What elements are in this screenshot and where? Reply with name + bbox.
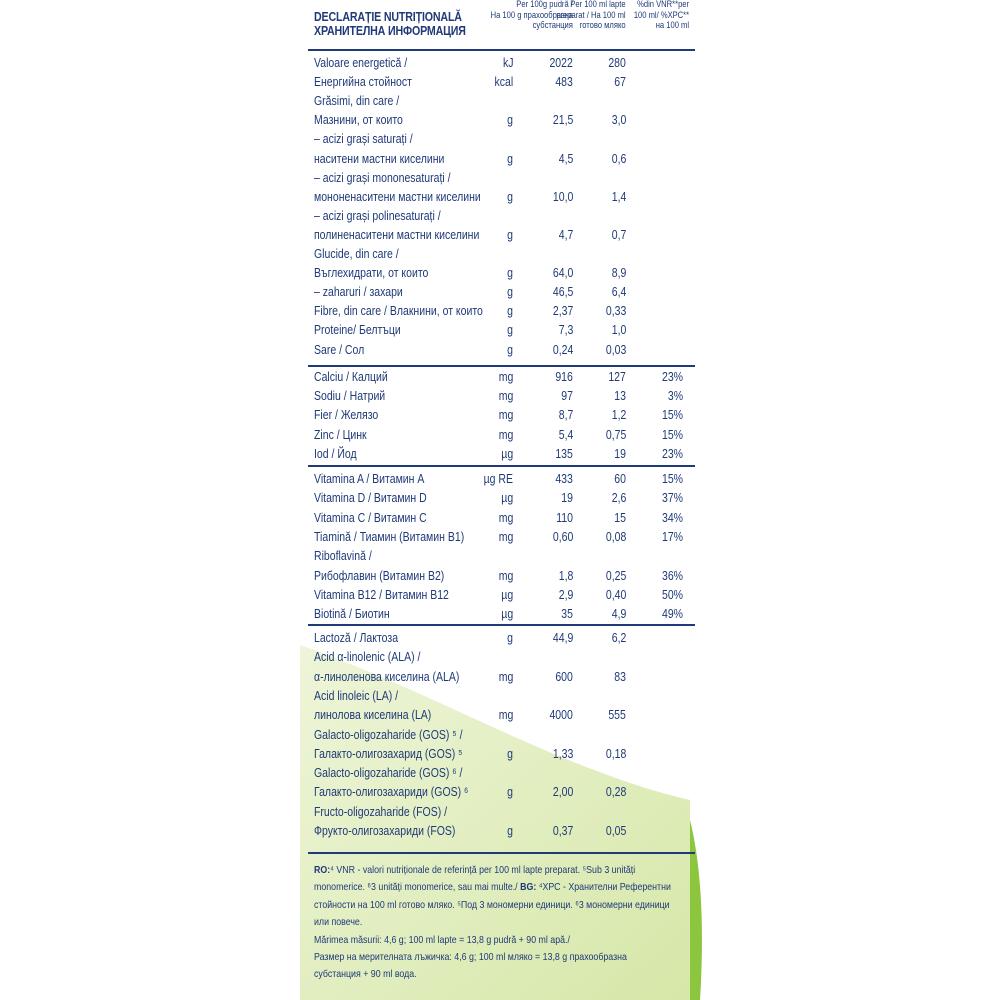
value-per-100g: 433	[555, 472, 573, 486]
value-per-100ml: 13	[614, 389, 626, 404]
row-label: Acid linoleic (LA) /	[314, 688, 399, 703]
row-unit: kJ	[502, 56, 513, 70]
row-label: Calciu / Калций	[314, 370, 388, 384]
footnotes	[314, 862, 684, 984]
value-per-100g: 2,37	[552, 304, 573, 319]
value-per-100g: 1,8	[558, 568, 573, 583]
row-label: Riboflavină /	[314, 549, 372, 564]
value-per-100g: 97	[561, 389, 573, 404]
value-vnr-percent: 15%	[661, 472, 683, 486]
row-label: Фрукто-олигозахариди (FOS)	[314, 824, 456, 838]
value-per-100ml: 0,18	[605, 746, 626, 761]
value-per-100ml: 0,40	[605, 587, 626, 602]
row-label: Biotină / Биотин	[314, 607, 390, 622]
table-row	[308, 426, 695, 445]
value-per-100ml: 4,9	[611, 607, 626, 622]
value-vnr-percent: 23%	[661, 446, 683, 461]
row-unit: µg	[501, 587, 513, 602]
row-unit: mg	[498, 529, 513, 544]
footnote-divider	[308, 852, 695, 854]
row-label: Glucide, din care /	[314, 247, 399, 261]
row-label: – acizi grași saturați /	[314, 132, 413, 147]
footnote-line: monomerice. ⁶3 unități monomerice, sau mai multe./ BG: ⁴ХРС - Хранителни Референтни	[314, 881, 671, 894]
row-unit: mg	[498, 510, 513, 525]
row-unit: g	[507, 113, 513, 128]
value-vnr-percent: 17%	[661, 529, 683, 544]
footnote-line: или повече.	[314, 916, 363, 929]
value-per-100ml: 1,4	[611, 189, 626, 204]
table-row	[308, 169, 695, 188]
table-row	[308, 445, 695, 464]
row-label: Grăsimi, din care /	[314, 94, 400, 109]
table-header	[308, 0, 695, 48]
value-per-100ml: 1,0	[611, 323, 626, 338]
value-per-100g: 600	[555, 669, 573, 684]
row-label: Sodiu / Натрий	[314, 389, 386, 404]
row-label: Fier / Желязо	[314, 408, 379, 423]
table-row	[308, 629, 695, 648]
value-per-100ml: 0,25	[605, 568, 626, 583]
value-per-100ml: 0,75	[605, 427, 626, 442]
row-unit: g	[507, 342, 513, 357]
value-per-100ml: 0,05	[605, 824, 626, 838]
row-label: Sare / Сол	[314, 342, 365, 357]
header-divider	[308, 49, 695, 51]
table-row	[308, 470, 695, 489]
value-per-100g: 4000	[549, 708, 573, 723]
table-row	[308, 226, 695, 245]
row-unit: µg	[501, 446, 513, 461]
value-per-100ml: 8,9	[611, 266, 626, 281]
value-per-100g: 8,7	[558, 408, 573, 423]
value-per-100g: 35	[561, 607, 573, 622]
table-row	[308, 368, 695, 387]
row-label: Рибофлавин (Витамин B2)	[314, 568, 445, 583]
footnote-line: субстанция + 90 ml вода.	[314, 968, 417, 981]
row-label: – acizi grași polinesaturați /	[314, 208, 441, 223]
row-label: α-линоленова киселина (ALA)	[314, 669, 460, 684]
row-unit: µg RE	[483, 472, 513, 486]
table-row	[308, 92, 695, 111]
table-row	[308, 245, 695, 264]
section-divider-other	[308, 624, 695, 626]
table-row	[308, 745, 695, 764]
table-row	[308, 668, 695, 687]
row-label: Fructo-oligozaharide (FOS) /	[314, 804, 448, 819]
table-row	[308, 783, 695, 802]
row-label: Tiamină / Тиамин (Витамин B1)	[314, 529, 465, 544]
table-row	[308, 321, 695, 340]
value-per-100ml: 555	[608, 708, 626, 723]
table-row	[308, 302, 695, 321]
value-per-100ml: 0,03	[605, 342, 626, 357]
row-label: мононенаситени мастни киселини	[314, 189, 481, 204]
value-per-100g: 916	[555, 370, 573, 384]
value-per-100g: 0,24	[552, 342, 573, 357]
value-per-100g: 2,00	[552, 785, 573, 800]
table-row	[308, 687, 695, 706]
value-vnr-percent: 36%	[661, 568, 683, 583]
row-unit: mg	[498, 408, 513, 423]
value-per-100ml: 67	[614, 75, 626, 90]
table-row	[308, 528, 695, 547]
row-unit: g	[507, 824, 513, 838]
value-vnr-percent: 15%	[661, 427, 683, 442]
row-unit: g	[507, 746, 513, 761]
value-vnr-percent: 50%	[661, 587, 683, 602]
value-per-100g: 21,5	[552, 113, 573, 128]
value-per-100g: 110	[556, 510, 573, 525]
value-per-100ml: 0,28	[605, 785, 626, 800]
table-row	[308, 387, 695, 406]
row-label: Vitamina A / Витамин A	[314, 472, 425, 486]
row-unit: µg	[501, 607, 513, 622]
row-label: Енергийна стойност	[314, 75, 412, 90]
value-per-100ml: 1,2	[611, 408, 626, 423]
value-per-100g: 7,3	[558, 323, 573, 338]
title-ro: DECLARAȚIE NUTRIȚIONALĂ	[314, 9, 462, 24]
row-unit: g	[507, 631, 513, 645]
row-label: Valoare energetică /	[314, 56, 408, 70]
row-label: Zinc / Цинк	[314, 427, 367, 442]
table-row	[308, 207, 695, 226]
table-row	[308, 489, 695, 508]
footnote-line: RO:⁴ VNR - valori nutriționale de referință per 100 ml lapte preparat. ⁵Sub 3 unități	[314, 864, 636, 876]
value-per-100g: 4,5	[558, 151, 573, 166]
value-per-100ml: 0,08	[605, 529, 626, 544]
row-label: Galacto-oligozaharide (GOS) ⁶ /	[314, 766, 463, 781]
row-label: Мазнини, от които	[314, 113, 403, 128]
value-per-100g: 19	[561, 491, 573, 506]
value-per-100g: 2,9	[558, 587, 573, 602]
table-row	[308, 803, 695, 822]
value-vnr-percent: 49%	[661, 607, 683, 622]
table-row	[308, 764, 695, 783]
section-divider-vitamins	[308, 465, 695, 467]
value-per-100g: 46,5	[552, 285, 573, 300]
value-per-100ml: 6,2	[611, 631, 626, 645]
footnote-line: Размер на мерителната лъжичка: 4,6 g; 100 ml мляко = 13,8 g прахообразна	[314, 951, 627, 964]
value-per-100ml: 127	[608, 370, 626, 384]
row-label: линолова киселина (LA)	[314, 708, 432, 723]
value-per-100g: 4,7	[558, 227, 573, 242]
value-per-100g: 0,60	[552, 529, 573, 544]
table-row	[308, 648, 695, 667]
row-label: Proteine/ Белтъци	[314, 323, 401, 338]
table-row	[308, 706, 695, 725]
row-unit: g	[507, 227, 513, 242]
value-per-100ml: 60	[614, 472, 626, 486]
value-vnr-percent: 15%	[661, 408, 683, 423]
row-label: – acizi grași mononesaturați /	[314, 170, 451, 185]
table-row	[308, 73, 695, 92]
value-per-100ml: 280	[608, 56, 626, 70]
value-per-100g: 2022	[549, 56, 573, 70]
value-per-100g: 44,9	[552, 631, 573, 645]
value-per-100g: 64,0	[552, 266, 573, 281]
table-row	[308, 54, 695, 73]
nutrition-table-panel	[308, 0, 695, 1000]
row-unit: mg	[498, 427, 513, 442]
table-row	[308, 567, 695, 586]
row-label: – zaharuri / захари	[314, 285, 403, 300]
footnote-line: стойности на 100 ml готово мляко. ⁵Под 3 мономерни единици. ⁶3 мономерни единици	[314, 898, 670, 911]
table-title	[314, 10, 466, 38]
column-header-per-100ml: Per 100 ml lapte preparat / На 100 ml готово мляко	[556, 0, 626, 31]
column-header-per-100g: Per 100g pudră / На 100 g прахообразна субстанция	[490, 0, 573, 31]
row-label: Галакто-олигозахарид (GOS) ⁵	[314, 746, 463, 761]
row-unit: kcal	[494, 75, 513, 90]
row-label: Lactoză / Лактоза	[314, 631, 399, 645]
value-per-100ml: 2,6	[611, 491, 626, 506]
table-row	[308, 150, 695, 169]
value-per-100g: 10,0	[552, 189, 573, 204]
row-label: Acid α-linolenic (ALA) /	[314, 650, 421, 665]
title-bg: ХРАНИТЕЛНА ИНФОРМАЦИЯ	[314, 23, 466, 38]
table-row	[308, 547, 695, 566]
table-row	[308, 341, 695, 360]
value-per-100g: 5,4	[558, 427, 573, 442]
row-unit: mg	[498, 370, 513, 384]
row-label: Fibre, din care / Влакнини, от които	[314, 304, 483, 319]
value-per-100g: 135	[555, 446, 573, 461]
value-per-100ml: 0,6	[611, 151, 626, 166]
footnote-line: Mărimea măsurii: 4,6 g; 100 ml lapte = 13,8 g pudră + 90 ml apă./	[314, 933, 570, 946]
row-unit: mg	[498, 389, 513, 404]
row-unit: g	[507, 189, 513, 204]
value-vnr-percent: 34%	[661, 510, 683, 525]
row-label: Въглехидрати, от които	[314, 266, 429, 281]
table-row	[308, 509, 695, 528]
table-row	[308, 130, 695, 149]
table-row	[308, 406, 695, 425]
table-row	[308, 605, 695, 624]
table-row	[308, 586, 695, 605]
row-unit: g	[507, 304, 513, 319]
row-label: Iod / Йод	[314, 446, 357, 461]
table-row	[308, 264, 695, 283]
row-unit: g	[507, 151, 513, 166]
table-row	[308, 111, 695, 130]
value-per-100g: 0,37	[552, 824, 573, 838]
row-unit: mg	[498, 568, 513, 583]
table-row	[308, 726, 695, 745]
value-per-100ml: 83	[614, 669, 626, 684]
row-unit: g	[507, 323, 513, 338]
row-label: Vitamina D / Витамин D	[314, 491, 427, 506]
row-unit: g	[507, 266, 513, 281]
table-row	[308, 822, 695, 841]
row-unit: g	[507, 285, 513, 300]
table-row	[308, 283, 695, 302]
section-divider-minerals	[308, 365, 695, 367]
value-per-100ml: 3,0	[611, 113, 626, 128]
column-header-vnr-percent: %din VNR**per 100 ml/ %ХРС** на 100 ml	[633, 0, 689, 31]
row-unit: g	[507, 785, 513, 800]
row-unit: µg	[501, 491, 513, 506]
row-unit: mg	[498, 669, 513, 684]
row-label: Галакто-олигозахариди (GOS) ⁶	[314, 785, 469, 800]
row-label: Vitamina B12 / Витамин B12	[314, 587, 449, 602]
value-per-100g: 483	[555, 75, 573, 90]
value-per-100g: 1,33	[552, 746, 573, 761]
row-label: наситени мастни киселини	[314, 151, 445, 166]
table-row	[308, 188, 695, 207]
value-vnr-percent: 3%	[667, 389, 683, 404]
value-vnr-percent: 23%	[661, 370, 683, 384]
row-unit: mg	[498, 708, 513, 723]
row-label: полиненаситени мастни киселини	[314, 227, 480, 242]
value-per-100ml: 15	[614, 510, 626, 525]
value-per-100ml: 19	[614, 446, 626, 461]
row-label: Galacto-oligozaharide (GOS) ⁵ /	[314, 727, 463, 742]
value-vnr-percent: 37%	[661, 491, 683, 506]
value-per-100ml: 0,7	[611, 227, 626, 242]
value-per-100ml: 6,4	[611, 285, 626, 300]
row-label: Vitamina C / Витамин C	[314, 510, 427, 525]
value-per-100ml: 0,33	[605, 304, 626, 319]
